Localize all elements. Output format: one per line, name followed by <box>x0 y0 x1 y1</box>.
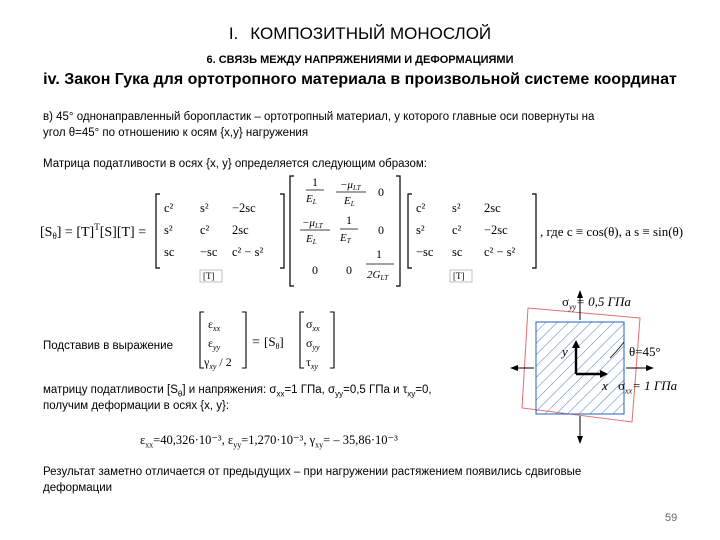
compliance-matrix <box>290 175 400 286</box>
matrix-cell: c² <box>416 201 426 215</box>
section-title-text: КОМПОЗИТНЫЙ МОНОСЛОЙ <box>250 24 492 43</box>
svg-text:1: 1 <box>312 175 318 189</box>
results-line: $\varepsilon_{xx}=40,326\cdot 10^{-3}$, $\varepsilon_{yy}=1,270\cdot 10^{-3}$, $\gamma_{xy}= - 35,86\cdot 10^{-3}$ <box>140 433 398 450</box>
intro-line-2: угол θ=45° по отношению к осям {x,y} нагружения <box>43 127 309 139</box>
matrix-cell: c² <box>200 223 210 237</box>
loaded-element-figure <box>510 290 715 450</box>
theta-label: θ=45° <box>629 344 661 359</box>
conclusion: Результат заметно отличается от предыдущих – при нагружении растяжением появились сдвиговые деформации <box>43 466 582 494</box>
transform-matrix <box>408 194 536 282</box>
svg-text:0: 0 <box>378 185 384 199</box>
matrix-cell: −sc <box>200 245 218 259</box>
matrix-cell: c² <box>164 201 174 215</box>
matrix-cell: sc <box>452 245 463 259</box>
compliance-line: матрицу податливости $[S_\theta]$ и напряжения: $\sigma_{xx}=1$ ГПа, $\sigma_{yy}=0,5$ ГПа и $\tau_{xy}=0$, <box>43 384 432 399</box>
axis-y-label: y <box>562 344 568 359</box>
strain-yy: $\varepsilon_{yy}$ <box>208 336 221 352</box>
svg-text:EL: EL <box>344 195 355 208</box>
sxx-label: $\sigma_{xx}= 1$ ГПа <box>618 378 678 396</box>
transform-matrix-transposed <box>156 194 284 282</box>
formula-where: , где c ≡ cos(θ), а s ≡ sin(θ) <box>540 224 684 239</box>
matrix-cell: c² − s² <box>484 245 516 259</box>
matrix-cell: s² <box>200 201 209 215</box>
syy-label: $\sigma_{yy}= 0,5$ ГПа <box>562 294 631 312</box>
matrix-label-t: [T] <box>453 271 465 281</box>
stress-yy: $\sigma_{yy}$ <box>306 336 320 352</box>
stress-xy: $\tau_{xy}$ <box>306 355 318 371</box>
svg-text:0: 0 <box>378 223 384 237</box>
page-number: 59 <box>665 512 678 524</box>
strain-xy: $\gamma_{xy} / 2$ <box>204 355 232 371</box>
stress-xx: $\sigma_{xx}$ <box>306 317 320 333</box>
slide-title: iv. Закон Гука для ортотропного материала в произвольной системе координат <box>43 71 677 88</box>
svg-text:1: 1 <box>376 247 382 261</box>
matrix-cell: 2sc <box>484 201 501 215</box>
matrix-label-tt: [T] <box>203 271 215 281</box>
strains-line: получим деформации в осях {x, y}: <box>43 400 230 412</box>
svg-text:EL: EL <box>306 233 317 246</box>
intro-line-1: в) 45° однонаправленный боропластик – ортотропный материал, у которого главные оси повернуты на <box>43 111 595 123</box>
svg-text:1: 1 <box>346 213 352 227</box>
subtitle: 6. СВЯЗЬ МЕЖДУ НАПРЯЖЕНИЯМИ И ДЕФОРМАЦИЯМИ <box>206 54 514 66</box>
matrix-cell: 2sc <box>232 223 249 237</box>
compliance-formula <box>40 172 700 292</box>
hooke-equation <box>198 304 348 374</box>
section-title <box>0 24 720 44</box>
svg-text:EL: EL <box>306 193 317 206</box>
axis-x-label: x <box>602 378 608 393</box>
matrix-cell: c² − s² <box>232 245 264 259</box>
svg-text:ET: ET <box>340 232 351 245</box>
composite-element <box>536 322 624 414</box>
svg-text:−μLT: −μLT <box>340 179 361 192</box>
substitute-text: Подставив в выражение <box>43 340 173 352</box>
svg-text:2GLT: 2GLT <box>367 269 389 282</box>
matrix-cell: c² <box>452 223 462 237</box>
formula-lhs: $[S_\theta] = [T]^T[S][T]$ = <box>40 222 147 241</box>
svg-text:=: = <box>252 335 260 350</box>
svg-text:0: 0 <box>346 263 352 277</box>
matrix-cell: s² <box>164 223 173 237</box>
svg-text:−μLT: −μLT <box>302 217 323 230</box>
svg-text:0: 0 <box>312 263 318 277</box>
matrix-cell: −2sc <box>232 201 256 215</box>
intro-paragraph <box>43 109 683 141</box>
matrix-cell: sc <box>164 245 175 259</box>
section-number: I. <box>228 24 239 43</box>
matrix-cell: s² <box>452 201 461 215</box>
matrix-cell: −sc <box>416 245 434 259</box>
matrix-intro: Матрица податливости в осях {x, y} определяется следующим образом: <box>43 158 427 170</box>
svg-text:[Sθ]: $[S_\theta]$ <box>264 334 284 351</box>
matrix-cell: s² <box>416 223 425 237</box>
strain-xx: $\varepsilon_{xx}$ <box>208 317 221 333</box>
matrix-cell: −2sc <box>484 223 508 237</box>
